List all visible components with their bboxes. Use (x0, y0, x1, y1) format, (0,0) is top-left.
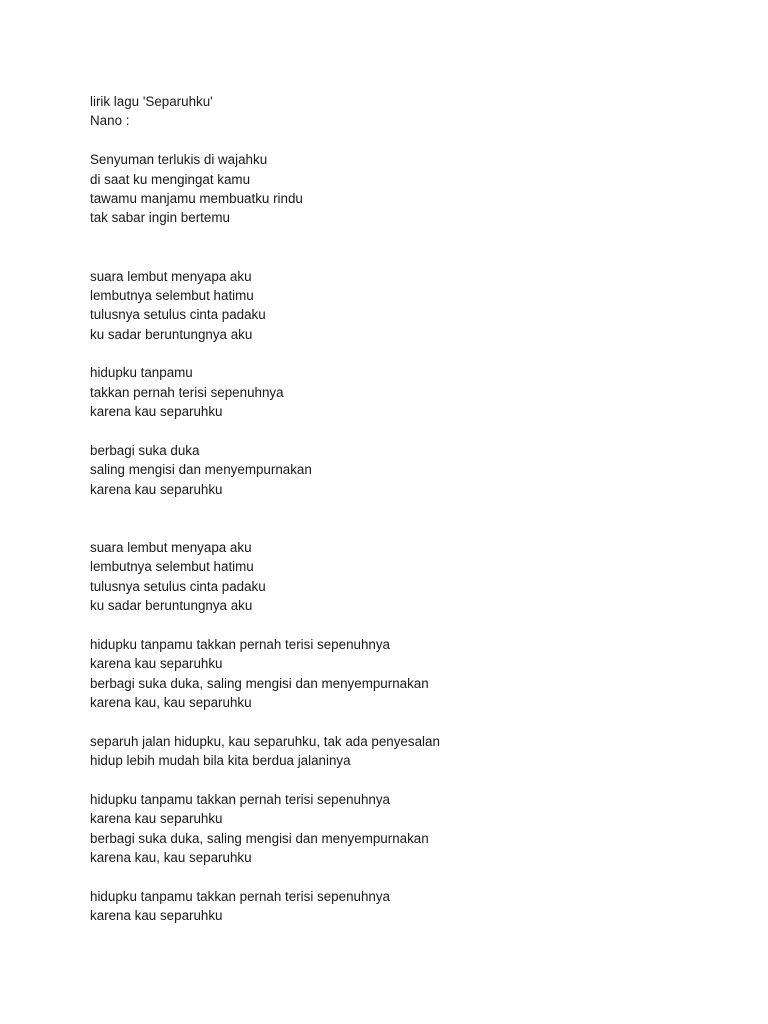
lyrics-document (90, 92, 730, 926)
stanza-2 (90, 267, 730, 345)
lyric-line: karena kau separuhku (90, 404, 223, 420)
lyric-line: tulusnya setulus cinta padaku (90, 307, 266, 323)
lyric-line: di saat ku mengingat kamu (90, 171, 251, 187)
stanza-5 (90, 538, 730, 616)
lyric-line: hidupku tanpamu takkan pernah terisi sepenuhnya (90, 636, 391, 652)
lyrics-title: lirik lagu 'Separuhku' (90, 94, 213, 109)
lyric-line: saling mengisi dan menyempurnakan (90, 462, 312, 478)
lyric-line: tawamu manjamu membuatku rindu (90, 190, 303, 206)
lyric-line: ku sadar beruntungnya aku (90, 598, 253, 614)
lyric-line: karena kau separuhku (90, 656, 223, 672)
stanza-gap (90, 868, 730, 887)
stanza-7 (90, 732, 730, 771)
stanza-gap (90, 344, 730, 363)
lyric-line: tak sabar ingin bertemu (90, 210, 230, 226)
lyric-line: karena kau separuhku (90, 811, 223, 827)
stanza-9 (90, 887, 730, 926)
stanza-gap (90, 713, 730, 732)
lyric-line: tulusnya setulus cinta padaku (90, 578, 266, 594)
lyric-line: lembutnya selembut hatimu (90, 287, 254, 303)
lyric-line: takkan pernah terisi sepenuhnya (90, 384, 284, 400)
stanza-gap (90, 616, 730, 635)
stanza-gap (90, 771, 730, 790)
stanza-6 (90, 635, 730, 713)
lyric-line: suara lembut menyapa aku (90, 268, 252, 284)
stanza-gap (90, 422, 730, 441)
lyric-line: karena kau, kau separuhku (90, 850, 252, 866)
lyric-line: hidup lebih mudah bila kita berdua jalaninya (90, 753, 351, 769)
lyric-line: karena kau, kau separuhku (90, 695, 252, 711)
lyric-line: berbagi suka duka, saling mengisi dan menyempurnakan (90, 675, 429, 691)
stanza-4 (90, 441, 730, 499)
singer-label: Nano : (90, 113, 130, 129)
stanza-3 (90, 363, 730, 421)
lyric-line: hidupku tanpamu (90, 365, 193, 381)
lyric-line: karena kau separuhku (90, 481, 223, 497)
lyric-line: berbagi suka duka, saling mengisi dan menyempurnakan (90, 830, 429, 846)
lyrics-header (90, 92, 730, 131)
stanza-gap (90, 499, 730, 538)
stanza-gap (90, 131, 730, 150)
stanza-8 (90, 790, 730, 868)
lyric-line: ku sadar beruntungnya aku (90, 326, 253, 342)
lyric-line: hidupku tanpamu takkan pernah terisi sepenuhnya (90, 889, 391, 905)
stanza-1 (90, 150, 730, 228)
lyric-line: separuh jalan hidupku, kau separuhku, tak ada penyesalan (90, 733, 440, 749)
lyric-line: Senyuman terlukis di wajahku (90, 152, 268, 168)
lyric-line: berbagi suka duka (90, 443, 200, 459)
stanza-gap (90, 228, 730, 267)
lyric-line: lembutnya selembut hatimu (90, 559, 254, 575)
lyric-line: suara lembut menyapa aku (90, 540, 252, 556)
lyric-line: karena kau separuhku (90, 908, 223, 924)
lyric-line: hidupku tanpamu takkan pernah terisi sepenuhnya (90, 792, 391, 808)
